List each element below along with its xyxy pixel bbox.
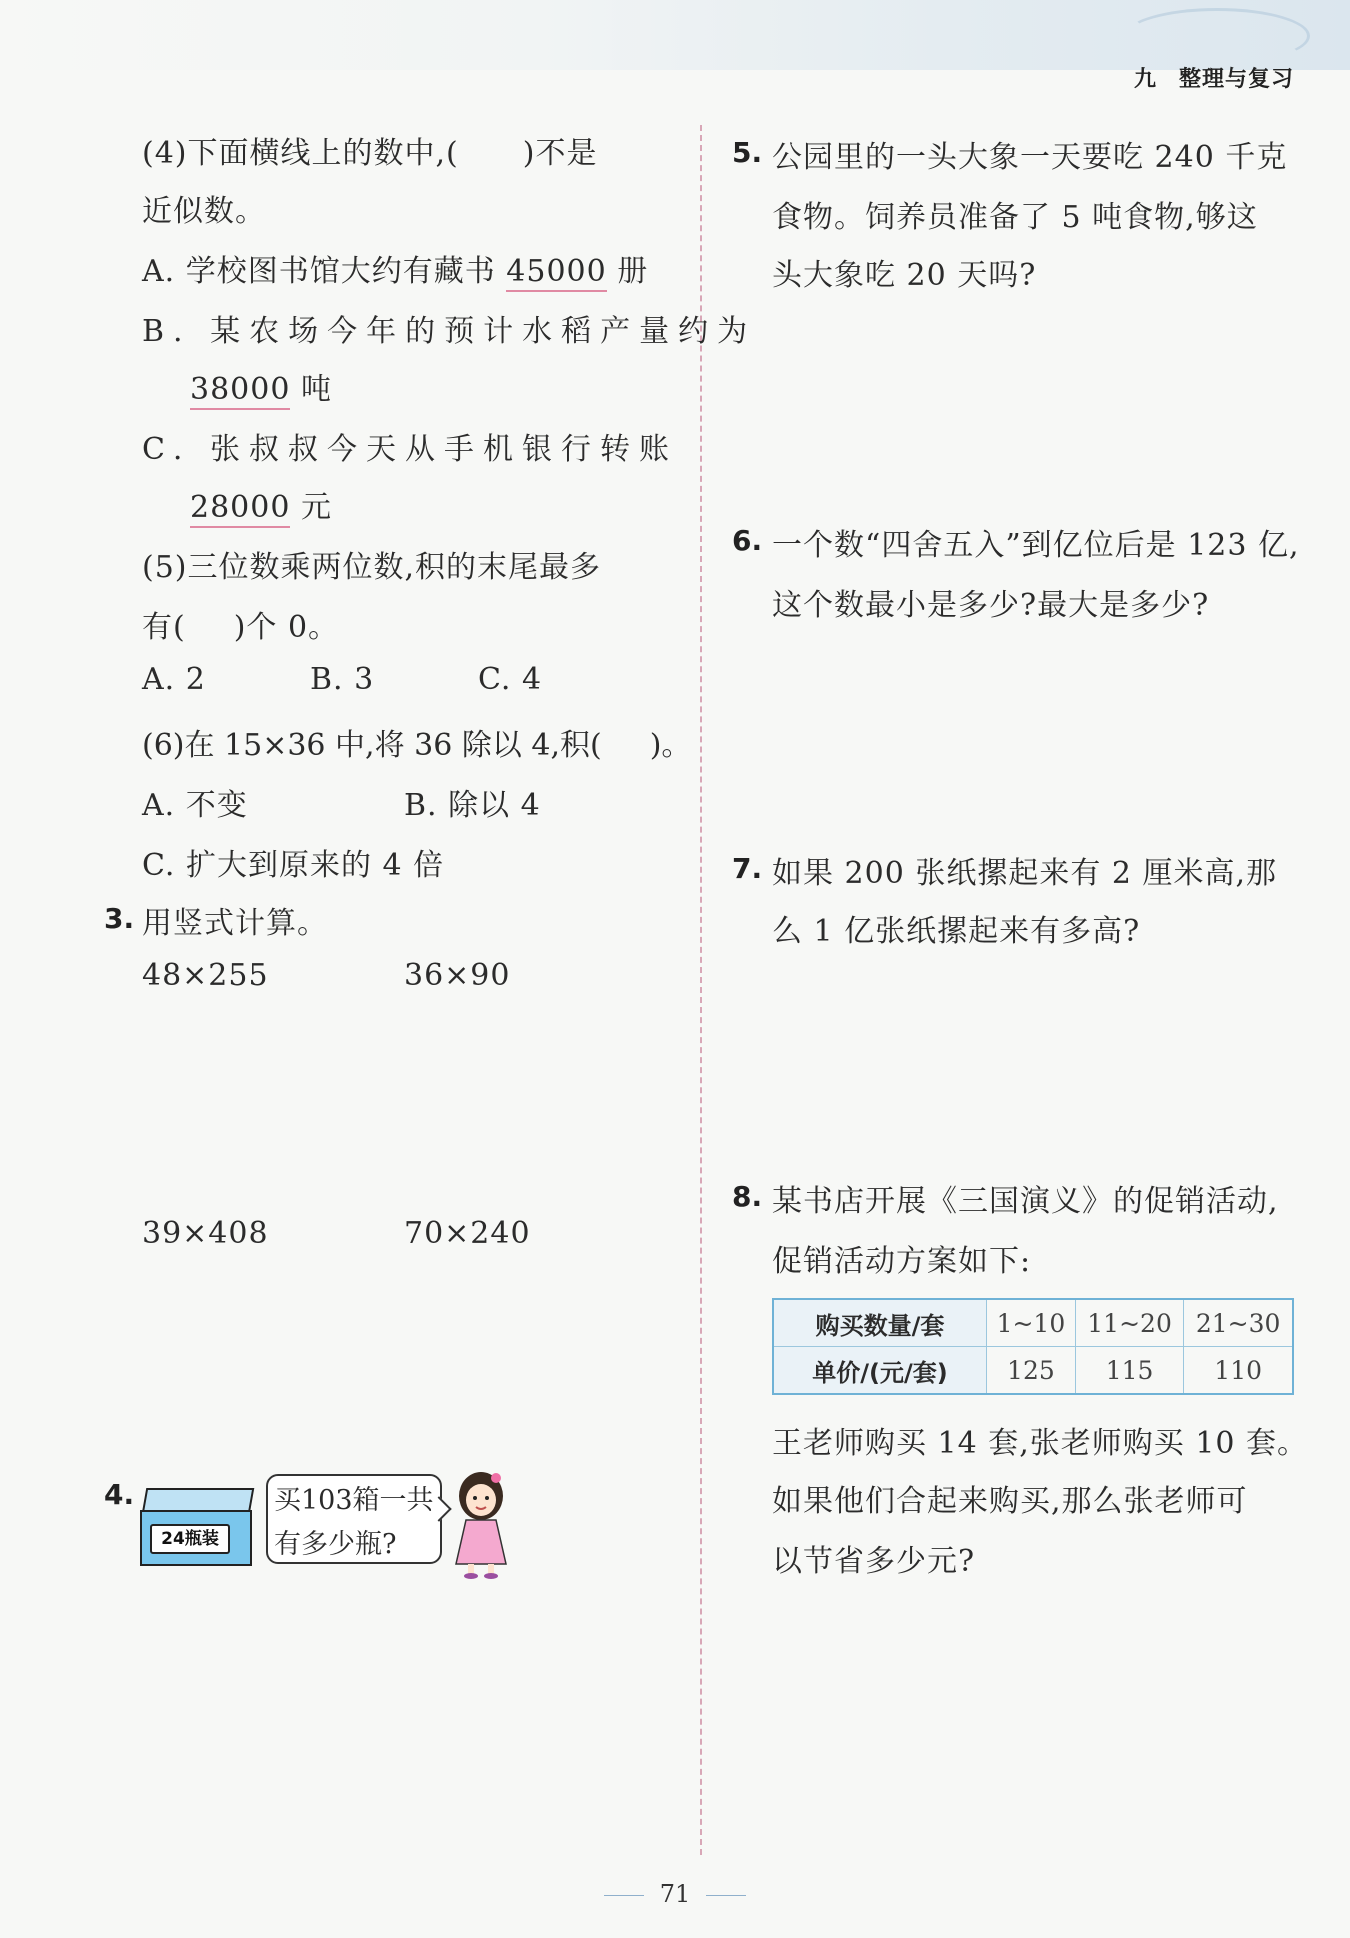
q6r-line2: 这个数最小是多少?最大是多少? — [772, 588, 1210, 623]
q8r-line4: 如果他们合起来购买,那么张老师可 — [772, 1484, 1248, 1519]
q5-option-c: C. 4 — [478, 662, 543, 697]
q5-option-a: A. 2 — [142, 662, 206, 697]
q4-option-b-cont: 38000 吨 — [190, 364, 332, 408]
calc-item-2: 36×90 — [404, 958, 511, 993]
table-cell: 110 — [1184, 1347, 1293, 1395]
q4-c-number: 28000 — [190, 490, 290, 528]
q4-option-b: B. 某农场今年的预计水稻产量约为 — [142, 314, 757, 349]
question-7-number: 7. — [732, 852, 763, 885]
q4-option-c-cont: 28000 元 — [190, 482, 332, 526]
q4-option-c: C. 张叔叔今天从手机银行转账 — [142, 432, 678, 467]
q4-stem-line2: 近似数。 — [142, 194, 266, 229]
page-number: 71 — [659, 1880, 691, 1908]
bottle-crate-illustration — [140, 1488, 252, 1570]
q8r-line1: 某书店开展《三国演义》的促销活动, — [772, 1184, 1279, 1219]
q5r-line3: 头大象吃 20 天吗? — [772, 258, 1037, 293]
chapter-title: 整理与复习 — [1178, 67, 1294, 92]
table-row — [773, 1299, 1293, 1347]
question-6-number: 6. — [732, 524, 763, 557]
q8r-line3: 王老师购买 14 套,张老师购买 10 套。 — [772, 1426, 1309, 1461]
q5r-line2: 食物。饲养员准备了 5 吨食物,够这 — [772, 200, 1258, 235]
chapter-unit: 九 — [1133, 67, 1157, 92]
question-4-number: 4. — [104, 1478, 135, 1511]
q6-option-a: A. 不变 — [142, 788, 248, 823]
q7r-line1: 如果 200 张纸摞起来有 2 厘米高,那 — [772, 856, 1278, 891]
q4-a-number: 45000 — [506, 254, 606, 292]
calc-item-3: 39×408 — [142, 1216, 269, 1251]
q6-option-b: B. 除以 4 — [404, 788, 541, 823]
chapter-header — [1134, 62, 1294, 93]
q6r-line1: 一个数“四舍五入”到亿位后是 123 亿, — [772, 528, 1300, 563]
bubble-line2: 有多少瓶? — [274, 1529, 397, 1560]
table-cell: 11~20 — [1075, 1299, 1184, 1347]
q5-stem-line2: 有( )个 0。 — [142, 610, 340, 645]
bubble-line1: 买103箱一共 — [274, 1485, 434, 1516]
table-cell: 115 — [1075, 1347, 1184, 1395]
q6-option-c: C. 扩大到原来的 4 倍 — [142, 848, 445, 883]
page-footer — [0, 1880, 1350, 1908]
q7r-line2: 么 1 亿张纸摞起来有多高? — [772, 914, 1141, 949]
column-divider — [700, 125, 702, 1855]
header-decoration — [0, 0, 1350, 70]
q6-stem: (6)在 15×36 中,将 36 除以 4,积( )。 — [142, 728, 692, 763]
crate-label: 24瓶装 — [150, 1524, 230, 1554]
q5-option-b: B. 3 — [310, 662, 375, 697]
girl-character-illustration — [446, 1468, 516, 1580]
table-cell: 21~30 — [1184, 1299, 1293, 1347]
question-5-number: 5. — [732, 136, 763, 169]
question-8-number: 8. — [732, 1180, 763, 1213]
decorative-swirl — [1124, 8, 1310, 64]
table-header-quantity: 购买数量/套 — [773, 1299, 987, 1347]
table-row — [773, 1347, 1293, 1395]
q4-stem-line1: (4)下面横线上的数中,( )不是 — [142, 136, 598, 171]
question-3-title: 用竖式计算。 — [142, 906, 328, 941]
question-3-number: 3. — [104, 902, 135, 935]
q5r-line1: 公园里的一头大象一天要吃 240 千克 — [772, 140, 1288, 175]
q8r-line5: 以节省多少元? — [772, 1544, 976, 1579]
q4-b-number: 38000 — [190, 372, 290, 410]
q4-option-a: A. 学校图书馆大约有藏书 45000 册 — [142, 246, 648, 290]
table-cell: 1~10 — [987, 1299, 1076, 1347]
q8r-line2: 促销活动方案如下: — [772, 1244, 1032, 1279]
calc-item-4: 70×240 — [404, 1216, 531, 1251]
promotion-price-table — [772, 1298, 1294, 1395]
table-header-unit-price: 单价/(元/套) — [773, 1347, 987, 1395]
calc-item-1: 48×255 — [142, 958, 269, 993]
q5-stem-line1: (5)三位数乘两位数,积的末尾最多 — [142, 550, 602, 585]
table-cell: 125 — [987, 1347, 1076, 1395]
